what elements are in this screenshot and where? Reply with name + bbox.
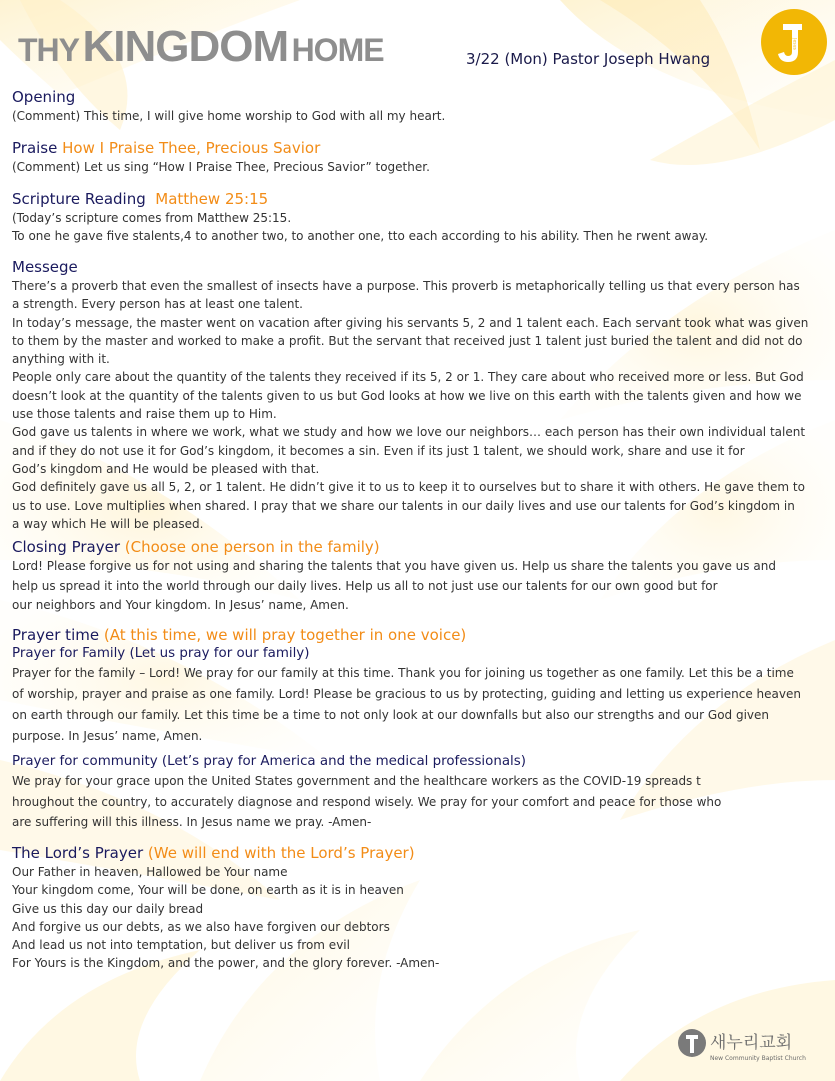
date-pastor: 3/22 (Mon) Pastor Joseph Hwang xyxy=(466,50,711,68)
prayer-community-line: We pray for your grace upon the United States government and the healthcare workers as the COVID-19 spreads t xyxy=(12,774,701,788)
title-kingdom: KINGDOM xyxy=(82,22,289,71)
prayer-community-heading: Prayer for community (Let’s pray for America and the medical professionals) xyxy=(12,754,526,769)
j-logo-icon xyxy=(758,8,828,76)
closing-subtitle: (Choose one person in the family) xyxy=(124,538,380,556)
opening-section xyxy=(12,88,830,125)
lords-prayer-line: Your kingdom come, Your will be done, on earth as it is in heaven xyxy=(12,883,404,898)
lords-prayer-line: For Yours is the Kingdom, and the power, and the glory forever. -Amen- xyxy=(12,956,440,971)
message-section xyxy=(12,258,830,533)
scripture-section xyxy=(12,190,830,246)
prayer-time-subtitle: (At this time, we will pray together in one voice) xyxy=(103,626,467,644)
message-line: us to use. Love multiplies when shared. I pray that we share our talents in our daily lives and use our talents for God’s kingdom in xyxy=(12,498,795,513)
prayer-family-line: purpose. In Jesus’ name, Amen. xyxy=(12,729,203,743)
title-home: HOME xyxy=(291,32,384,68)
prayer-community-line: are suffering will this illness. In Jesus name we pray. -Amen- xyxy=(12,815,372,829)
scripture-heading: Scripture Reading Matthew 25:15 xyxy=(12,190,269,208)
praise-section xyxy=(12,139,830,176)
closing-line: help us spread it into the world through our daily lives. Help us all to not just use our talents for our own good but for xyxy=(12,578,718,593)
title-thy: THY xyxy=(18,32,79,68)
banner-title xyxy=(18,22,384,72)
closing-line: our neighbors and Your kingdom. In Jesus’ name, Amen. xyxy=(12,598,349,612)
message-line: doesn’t look at the quantity of the talents given to us but God looks at how we live on this earth with the talents given and how we xyxy=(12,388,802,403)
church-logo xyxy=(676,1026,832,1066)
lords-prayer-line: And forgive us our debts, as we also have forgiven our debtors xyxy=(12,919,390,934)
lords-prayer-section xyxy=(12,844,830,973)
prayer-time-section xyxy=(12,626,830,833)
praise-line: (Comment) Let us sing “How I Praise Thee, Precious Savior” together. xyxy=(12,160,430,174)
message-line: a strength. Every person has at least one talent. xyxy=(12,297,303,312)
prayer-community-line: hroughout the country, to accurately diagnose and respond wisely. We pray for your comfort and peace for those who xyxy=(12,794,722,809)
message-line: to them by the master and worked to make a profit. But the servant that received just 1 talent just buried the talent and did not do xyxy=(12,333,803,348)
opening-line: (Comment) This time, I will give home worship to God with all my heart. xyxy=(12,109,446,123)
closing-heading: Closing Prayer (Choose one person in the family) xyxy=(12,538,380,556)
message-line: and if they do not use it for God’s kingdom, it becomes a sin. Even if its just 1 talent, we should work, share and use it for xyxy=(12,443,745,458)
opening-heading: Opening xyxy=(12,88,76,106)
lords-prayer-heading: The Lord’s Prayer (We will end with the Lord’s Prayer) xyxy=(12,844,415,862)
message-line: a way which He will be pleased. xyxy=(12,516,204,531)
message-line: There’s a proverb that even the smallest of insects have a purpose. This proverb is metaphorically telling us that every person has xyxy=(12,279,800,293)
closing-section xyxy=(12,538,830,616)
closing-line: Lord! Please forgive us for not using and sharing the talents that you have given us. Help us share the talents you gave us and xyxy=(12,559,776,573)
praise-subtitle: How I Praise Thee, Precious Savior xyxy=(62,139,321,157)
message-line: God gave us talents in where we work, what we study and how we love our neighbors… each person has their own individual talent xyxy=(12,425,806,440)
message-line: anything with it. xyxy=(12,352,110,367)
lords-prayer-line: And lead us not into temptation, but deliver us from evil xyxy=(12,938,350,953)
church-name-korean: 새누리교회 xyxy=(710,1033,793,1053)
prayer-family-line: on earth through our family. Let this time be a time to not only look at our downfalls but also our strengths and our God given xyxy=(12,708,770,722)
praise-heading: Praise How I Praise Thee, Precious Savior xyxy=(12,139,321,157)
message-line: use those talents and raise them up to Him. xyxy=(12,407,277,422)
message-line: In today’s message, the master went on vacation after giving his servants 5, 2 and 1 talent each. Each servant took what was given xyxy=(12,315,809,330)
scripture-subtitle: Matthew 25:15 xyxy=(155,190,269,208)
lords-prayer-line: Our Father in heaven, Hallowed be Your name xyxy=(12,865,288,879)
lords-prayer-subtitle: (We will end with the Lord’s Prayer) xyxy=(147,844,415,862)
message-line: God definitely gave us all 5, 2, or 1 talent. He didn’t give it to us to keep it to ourselves but to share it with others. He gave them to xyxy=(12,480,805,495)
prayer-family-line: of worship, prayer and praise as one family. Lord! Please be gracious to us by protecting, guiding and letting us experience heaven xyxy=(12,687,801,701)
prayer-time-heading: Prayer time (At this time, we will pray together in one voice) xyxy=(12,626,467,644)
prayer-family-heading: Prayer for Family (Let us pray for our family) xyxy=(12,646,310,661)
logo-tag: Jesus xyxy=(791,38,797,50)
message-line: God’s kingdom and He would be pleased with that. xyxy=(12,461,320,476)
message-heading: Messege xyxy=(12,258,78,276)
scripture-line-2: To one he gave five stalents,4 to another two, to another one, tto each according to his ability. Then he rwent away. xyxy=(12,229,709,244)
prayer-family-line: Prayer for the family – Lord! We pray for our family at this time. Thank you for joining us together as one family. Let this be a time xyxy=(12,666,794,680)
message-line: People only care about the quantity of the talents they received if its 5, 2 or 1. They care about who received more or less. But God xyxy=(12,370,804,385)
scripture-line-1: (Today’s scripture comes from Matthew 25:15. xyxy=(12,211,292,225)
lords-prayer-line: Give us this day our daily bread xyxy=(12,901,204,916)
church-name-english: New Community Baptist Church xyxy=(710,1055,806,1062)
